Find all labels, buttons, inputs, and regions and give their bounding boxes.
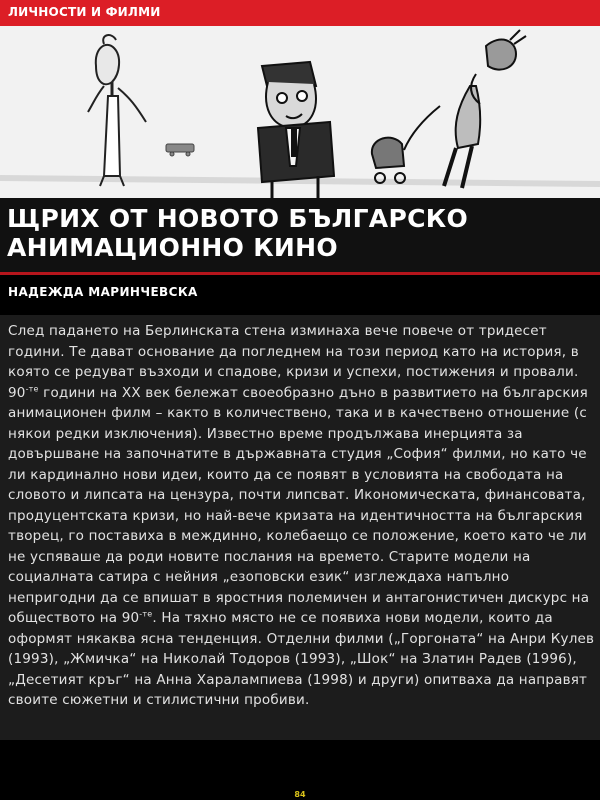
decade-suffix-2: -те [139, 609, 153, 619]
author-name: НАДЕЖДА МАРИНЧЕВСКА [8, 285, 198, 299]
headline-block [0, 198, 600, 272]
page-number: 84 [294, 790, 306, 799]
paragraph-2 [8, 383, 596, 711]
cartoon-drawing [0, 26, 600, 198]
decade-suffix: -те [25, 384, 39, 393]
article-headline [7, 204, 593, 262]
section-bar [0, 0, 600, 26]
cartoon-illustration [0, 26, 600, 198]
paragraph-2-start: 90 [8, 384, 26, 401]
paragraph-2-body-b: . На тяхно място не се появиха нови модели, които да оформят някаква ясна тенденция. Отделни филми („Горгоната“ на Анри Кулев (1993), „Жмичка“ на Николай Тодоров (1993), „Шок“ на Златин Радев (1996), „Десетият кръг“ на Анна Харалампиева (1998) и други) опитваха да направят своите сюжетни и стилистични пробиви. [8, 610, 595, 708]
paragraph-2-body-a: години на XX век бележат своеобразно дъно в развитието на българския анимационен филм – както в количествено, така и в качествено отношение (с някои редки изключения). Известно време продължава инерцията за довършване на започнатите в държавната студия „София“ филми, но като че ли кардинално нови идеи, които да се появят в условията на свободата на словото и липсата на цензура, почти липсват. Икономическата, финансовата, продуцентската кризи, но най-вече кризата на идентичността на българския творец, го поставиха в междинно, колебаещо се положение, което като че ли не успяваше да роди новите послания на времето. Старите модели на социалната сатира с нейния „езоповски език“ изглеждаха напълно непригодни да се впишат в яростния полемичен и антагонистичен дискурс на обществото на 90 [8, 384, 590, 626]
author-block [0, 275, 600, 308]
section-label: ЛИЧНОСТИ И ФИЛМИ [8, 5, 161, 19]
paragraph-1: След падането на Берлинската стена изминаха вече повече от тридесет години. Те дават основание да погледнем на този период като на история, в която се редуват възходи и спадове, кризи и успехи, постижения и провали. [8, 323, 579, 380]
headline-line-2: АНИМАЦИОННО КИНО [7, 233, 338, 262]
article-body [0, 315, 600, 740]
headline-line-1: ЩРИХ ОТ НОВОТО БЪЛГАРСКО [7, 204, 469, 233]
